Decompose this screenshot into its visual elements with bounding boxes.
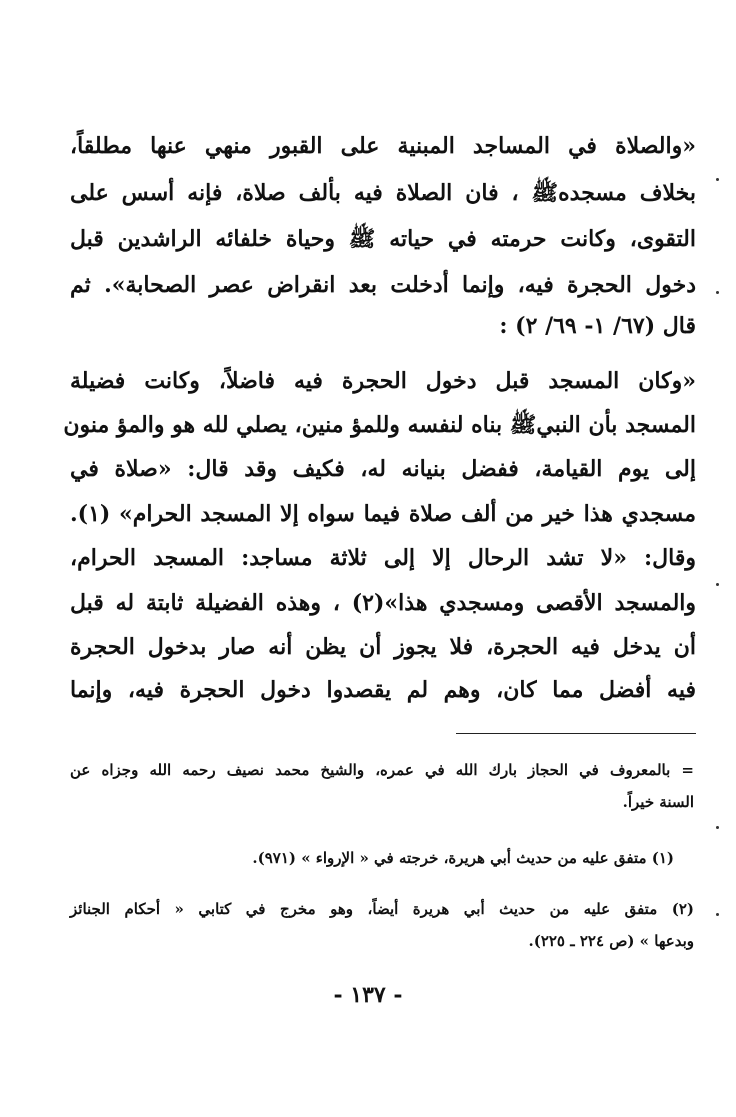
footnote-1: (١) متفق عليه من حديث أبي هريرة، خرجته في « الإرواء » (٩٧١).	[252, 849, 674, 867]
footnote-continuation-line-1: = بالمعروف في الحجاز بارك الله في عمره، والشيخ محمد نصيف رحمه الله وجزاه عن	[70, 761, 694, 779]
body-line-13: فيه أفضل مما كان، وهم لم يقصدوا دخول الحجرة فيه، وإنما	[70, 677, 696, 703]
scan-speck	[716, 913, 719, 916]
body-line-7: المسجد بأن النبيﷺ بناه لنفسه وللمؤ منين، يصلي لله هو والمؤ منون	[63, 412, 696, 438]
body-line-3: التقوى، وكانت حرمته في حياته ﷺ وحياة خلفائه الراشدين قبل	[70, 226, 696, 252]
body-line-10: وقال: «لا تشد الرحال إلا إلى ثلاثة مساجد: المسجد الحرام،	[70, 545, 696, 571]
body-line-12: أن يدخل فيه الحجرة، فلا يجوز أن يظن أنه صار بدخول الحجرة	[70, 634, 696, 660]
scan-speck	[716, 291, 719, 294]
body-line-2: بخلاف مسجدهﷺ ، فان الصلاة فيه بألف صلاة، فإنه أسس على	[70, 180, 696, 206]
scan-speck	[716, 583, 719, 586]
body-line-9: مسجدي هذا خير من ألف صلاة فيما سواه إلا المسجد الحرام» (١).	[70, 501, 696, 527]
scan-speck	[716, 826, 719, 829]
footnote-continuation-line-2: السنة خيراً.	[622, 793, 694, 811]
body-line-6: «وكان المسجد قبل دخول الحجرة فيه فاضلاً، وكانت فضيلة	[70, 368, 696, 394]
body-line-1: «والصلاة في المساجد المبنية على القبور منهي عنها مطلقاً،	[70, 133, 696, 159]
scan-speck	[716, 178, 719, 181]
footnote-2-line-1: (٢) متفق عليه من حديث أبي هريرة أيضاً، وهو مخرج في كتابي « أحكام الجنائز	[70, 900, 694, 918]
body-line-8: إلى يوم القيامة، ففضل بنيانه له، فكيف وقد قال: «صلاة في	[70, 456, 696, 482]
body-line-4: دخول الحجرة فيه، وإنما أدخلت بعد انقراض عصر الصحابة». ثم	[70, 272, 696, 298]
footnote-separator	[456, 733, 696, 734]
footnote-2-line-2: وبدعها » (ص ٢٢٤ ـ ٢٢٥).	[528, 932, 694, 950]
page-number: - ١٣٧ -	[333, 982, 403, 1008]
body-line-5: قال (٦٧/ ١- ٦٩/ ٢) :	[499, 313, 696, 339]
body-line-11: والمسجد الأقصى ومسجدي هذا»(٢) ، وهذه الفضيلة ثابتة له قبل	[70, 590, 697, 616]
